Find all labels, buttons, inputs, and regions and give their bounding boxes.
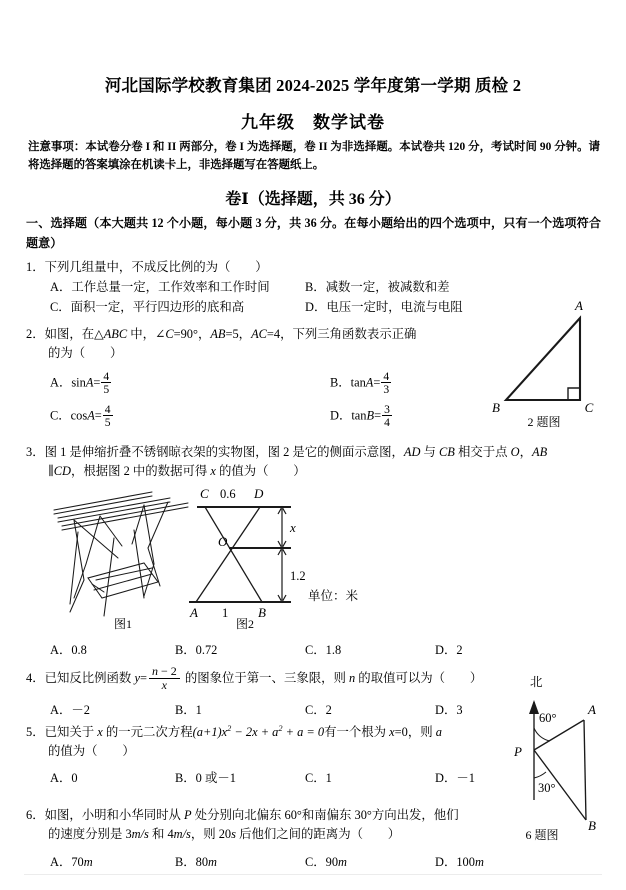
question-5-option-c[interactable]: C．1 — [305, 771, 332, 785]
exam-notice: 注意事项：本试卷分卷 I 和 II 两部分，卷 I 为选择题，卷 II 为非选择题。本试卷共 120 分，考试时间 90 分钟。请将选择题的答案填涂在机读卡上，非选择题写在答题纸上。 — [28, 141, 600, 171]
question-1-option-c[interactable]: C．面积一定，平行四边形的底和高 — [50, 300, 245, 314]
fraction: $\frac{3}{4}$ — [384, 402, 390, 430]
question-3-option-a[interactable]: A．0.8 — [50, 643, 87, 657]
page-title: 河北国际学校教育集团 2024-2025 学年度第一学期 质检 2 — [104, 76, 522, 95]
question-6-stem-line1: 6．如图，小明和小华同时从 P 处分别向北偏东 60°和南偏东 30°方向出发，他们 — [26, 808, 459, 822]
fraction: $\frac{4}{3}$ — [383, 369, 390, 397]
figure2-label-d: D — [254, 486, 264, 501]
question-4-option-b[interactable]: B．1 — [175, 703, 202, 717]
figure2-label-b: B — [258, 605, 266, 620]
question-3-figure-1-caption: 图1 — [113, 617, 132, 631]
figure-2-label-a: A — [575, 298, 583, 313]
figure6-angle-bottom: 30° — [538, 781, 556, 795]
question-5-option-d[interactable]: D．－1 — [435, 771, 475, 785]
question-4-stem: 4．已知反比例函数 y= $\frac{n - 2}{x}$ 的图象位于第一、三象限，则 n 的取值可以为（ ） — [26, 663, 483, 693]
question-1 — [26, 258, 496, 277]
question-2-option-b[interactable]: B．tanA= $\frac{4}{3}$ — [330, 369, 390, 397]
question-3-number: 3． — [26, 445, 45, 459]
figure-2-label-c: C — [584, 400, 594, 415]
figure2-upper-dimension: x — [290, 520, 296, 535]
question-2-figure-caption: 2 题图 — [527, 415, 561, 429]
question-3-option-c[interactable]: C．1.8 — [305, 643, 342, 657]
question-5-option-a[interactable]: A．0 — [50, 771, 78, 785]
question-6-option-b[interactable]: B．80m — [175, 855, 217, 869]
figure2-bottom-length: 1 — [222, 606, 229, 620]
question-3-stem-line1: 3．图 1 是伸缩折叠不锈钢晾衣架的实物图，图 2 是它的侧面示意图，AD 与 CB 相交于点 O，AB — [26, 445, 548, 459]
question-2-option-a[interactable]: A．sinA= $\frac{4}{5}$ — [50, 369, 110, 397]
question-6-option-a[interactable]: A．70m — [50, 855, 93, 869]
fraction: $\frac{4}{5}$ — [103, 369, 110, 397]
question-3-figure-2-caption: 图2 — [235, 617, 254, 631]
question-2-option-c[interactable]: C．cosA= $\frac{4}{5}$ — [50, 402, 111, 430]
question-3-figure-2 — [190, 486, 360, 621]
question-4-number: 4． — [26, 671, 45, 686]
question-2-stem-line2: 的为（ ） — [48, 345, 123, 360]
section-heading-choice: 一、选择题（本大题共 12 个小题，每小题 3 分，共 36 分。在每小题给出的四个选项中，只有一个选项符合题意） — [26, 216, 601, 250]
question-1-stem: 1．下列几组量中，不成反比例的为（ ） — [26, 260, 268, 274]
question-6-option-d[interactable]: D．100m — [435, 855, 484, 869]
question-6-option-c[interactable]: C．90m — [305, 855, 347, 869]
question-2-number: 2． — [26, 327, 45, 341]
question-6-figure — [508, 672, 626, 832]
question-2 — [26, 325, 481, 363]
page-subtitle: 九年级 数学试卷 — [241, 113, 385, 132]
question-1-number: 1． — [26, 260, 45, 274]
question-6-stem-line2: 的速度分别是 3m/s 和 4m/s，则 20s 后他们之间的距离为（ ） — [48, 826, 401, 841]
question-6 — [26, 806, 496, 844]
figure2-label-a: A — [190, 605, 198, 620]
figure2-label-c: C — [200, 486, 209, 501]
figure2-top-length: 0.6 — [220, 487, 236, 501]
question-5-number: 5． — [26, 725, 45, 740]
question-5-stem-line1: 5．已知关于 x 的一元二次方程$(a+1)x^2 - 2x + a^2 + a = 0$有一个根为 x=0，则 a — [26, 724, 442, 740]
question-1-option-a[interactable]: A．工作总量一定，工作效率和工作时间 — [50, 280, 270, 294]
figure2-lower-dimension: 1.2 — [290, 569, 306, 583]
question-6-number: 6． — [26, 808, 45, 822]
fraction: $\frac{n - 2}{x}$ — [149, 665, 180, 694]
question-4-option-a[interactable]: A．－2 — [50, 703, 90, 717]
question-5-option-b[interactable]: B．0 或－1 — [175, 771, 236, 785]
question-3-stem-line2: ∥CD，根据图 2 中的数据可得 x 的值为（ ） — [48, 463, 306, 478]
question-6-figure-caption: 6 题图 — [525, 828, 559, 842]
question-3-figure-1 — [48, 486, 198, 621]
figure2-unit-note: 单位：米 — [308, 589, 359, 603]
question-2-figure — [484, 288, 604, 418]
question-3 — [26, 443, 601, 481]
figure6-label-a: A — [588, 702, 596, 717]
question-1-option-b[interactable]: B．减数一定，被减数和差 — [305, 280, 450, 294]
figure2-label-o: O — [218, 534, 228, 549]
part-one-title: 卷Ⅰ（选择题，共 36 分） — [225, 191, 401, 208]
figure6-north-label: 北 — [530, 675, 543, 689]
page-bottom-rule — [24, 874, 602, 875]
question-5-equation: $(a+1)x^2 - 2x + a^2 + a = 0$ — [192, 724, 325, 740]
question-2-stem: 2．如图，在△ABC 中，∠C=90°，AB=5，AC=4，下列三角函数表示正确 — [26, 327, 417, 341]
figure6-label-b: B — [588, 818, 596, 833]
question-3-option-b[interactable]: B．0.72 — [175, 643, 218, 657]
figure-2-label-b: B — [492, 400, 500, 415]
figure6-label-p: P — [514, 744, 522, 759]
question-4-option-c[interactable]: C．2 — [305, 703, 332, 717]
question-3-option-d[interactable]: D．2 — [435, 643, 463, 657]
question-1-option-d[interactable]: D．电压一定时，电流与电阻 — [305, 300, 463, 314]
question-4-option-d[interactable]: D．3 — [435, 703, 463, 717]
figure6-angle-top: 60° — [539, 711, 557, 725]
fraction: $\frac{4}{5}$ — [104, 402, 111, 430]
question-5-stem-line2: 的值为（ ） — [48, 743, 135, 758]
question-2-option-d[interactable]: D．tanB= $\frac{3}{4}$ — [330, 402, 390, 430]
